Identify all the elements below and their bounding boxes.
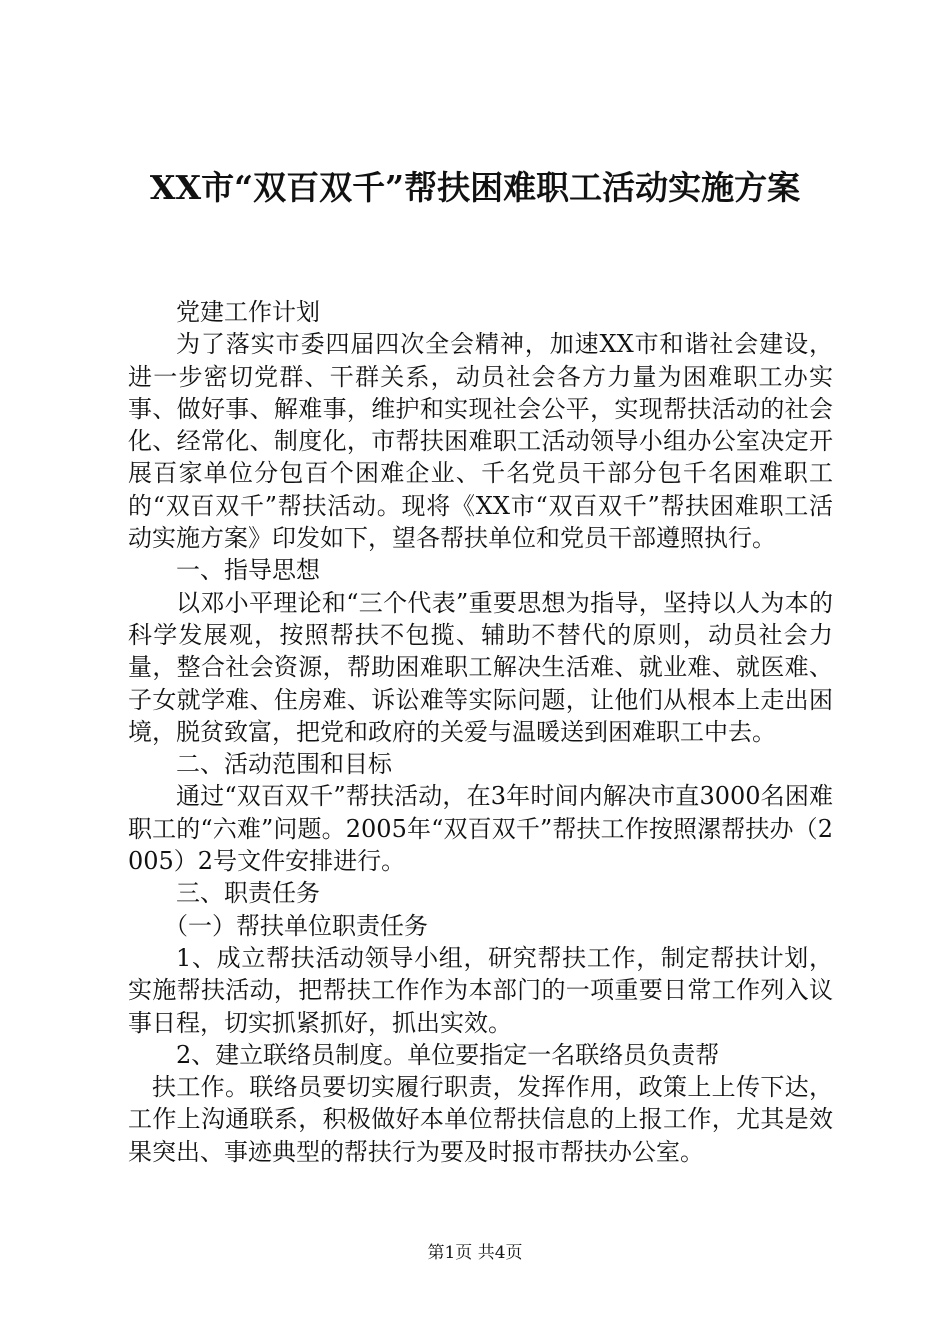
paragraph: 党建工作计划 — [176, 298, 320, 326]
section-heading: 一、指导思想 — [176, 556, 320, 585]
paragraph: 通过“双百双千”帮扶活动，在3年时间内解决市直3000名困难职工的“六难”问题。2005年“双百双千”帮扶工作按照漯帮扶办（2005）2号文件安排进行。 — [128, 782, 833, 876]
paragraph: 1、成立帮扶活动领导小组，研究帮扶工作，制定帮扶计划，实施帮扶活动，把帮扶工作作为本部门的一项重要日常工作列入议事日程，切实抓紧抓好，抓出实效。 — [128, 943, 833, 1037]
page-footer: 第1页 共4页 — [427, 1243, 523, 1263]
paragraph: 以邓小平理论和“三个代表”重要思想为指导，坚持以人为本的科学发展观，按照帮扶不包揽、辅助不替代的原则，动员社会力量，整合社会资源，帮助困难职工解决生活难、就业难、就医难、子女就学难、住房难、诉讼难等实际问题，让他们从根本上走出困境，脱贫致富，把党和政府的关爱与温暖送到困难职工中去。 — [128, 588, 833, 746]
section-heading: 二、活动范围和目标 — [176, 750, 392, 779]
document-title: XX市“双百双千”帮扶困难职工活动实施方案 — [149, 168, 801, 207]
paragraph: 扶工作。联络员要切实履行职责，发挥作用，政策上上传下达，工作上沟通联系，积极做好本单位帮扶信息的上报工作，尤其是效果突出、事迹典型的帮扶行为要及时报市帮扶办公室。 — [128, 1073, 833, 1166]
paragraph: 2、建立联络员制度。单位要指定一名联络员负责帮 — [176, 1040, 720, 1069]
paragraph: 为了落实市委四届四次全会精神，加速XX市和谐社会建设，进一步密切党群、干群关系，动员社会各方力量为困难职工办实事、做好事、解难事，维护和实现社会公平，实现帮扶活动的社会化、经常化、制度化，市帮扶困难职工活动领导小组办公室决定开展百家单位分包百个困难企业、千名党员干部分包千名困难职工的“双百双千”帮扶活动。现将《XX市“双百双千”帮扶困难职工活动实施方案》印发如下，望各帮扶单位和党员干部遵照执行。 — [128, 330, 833, 553]
document-body — [128, 296, 833, 1168]
subsection-heading: （一）帮扶单位职责任务 — [164, 911, 428, 940]
section-heading: 三、职责任务 — [176, 879, 320, 908]
